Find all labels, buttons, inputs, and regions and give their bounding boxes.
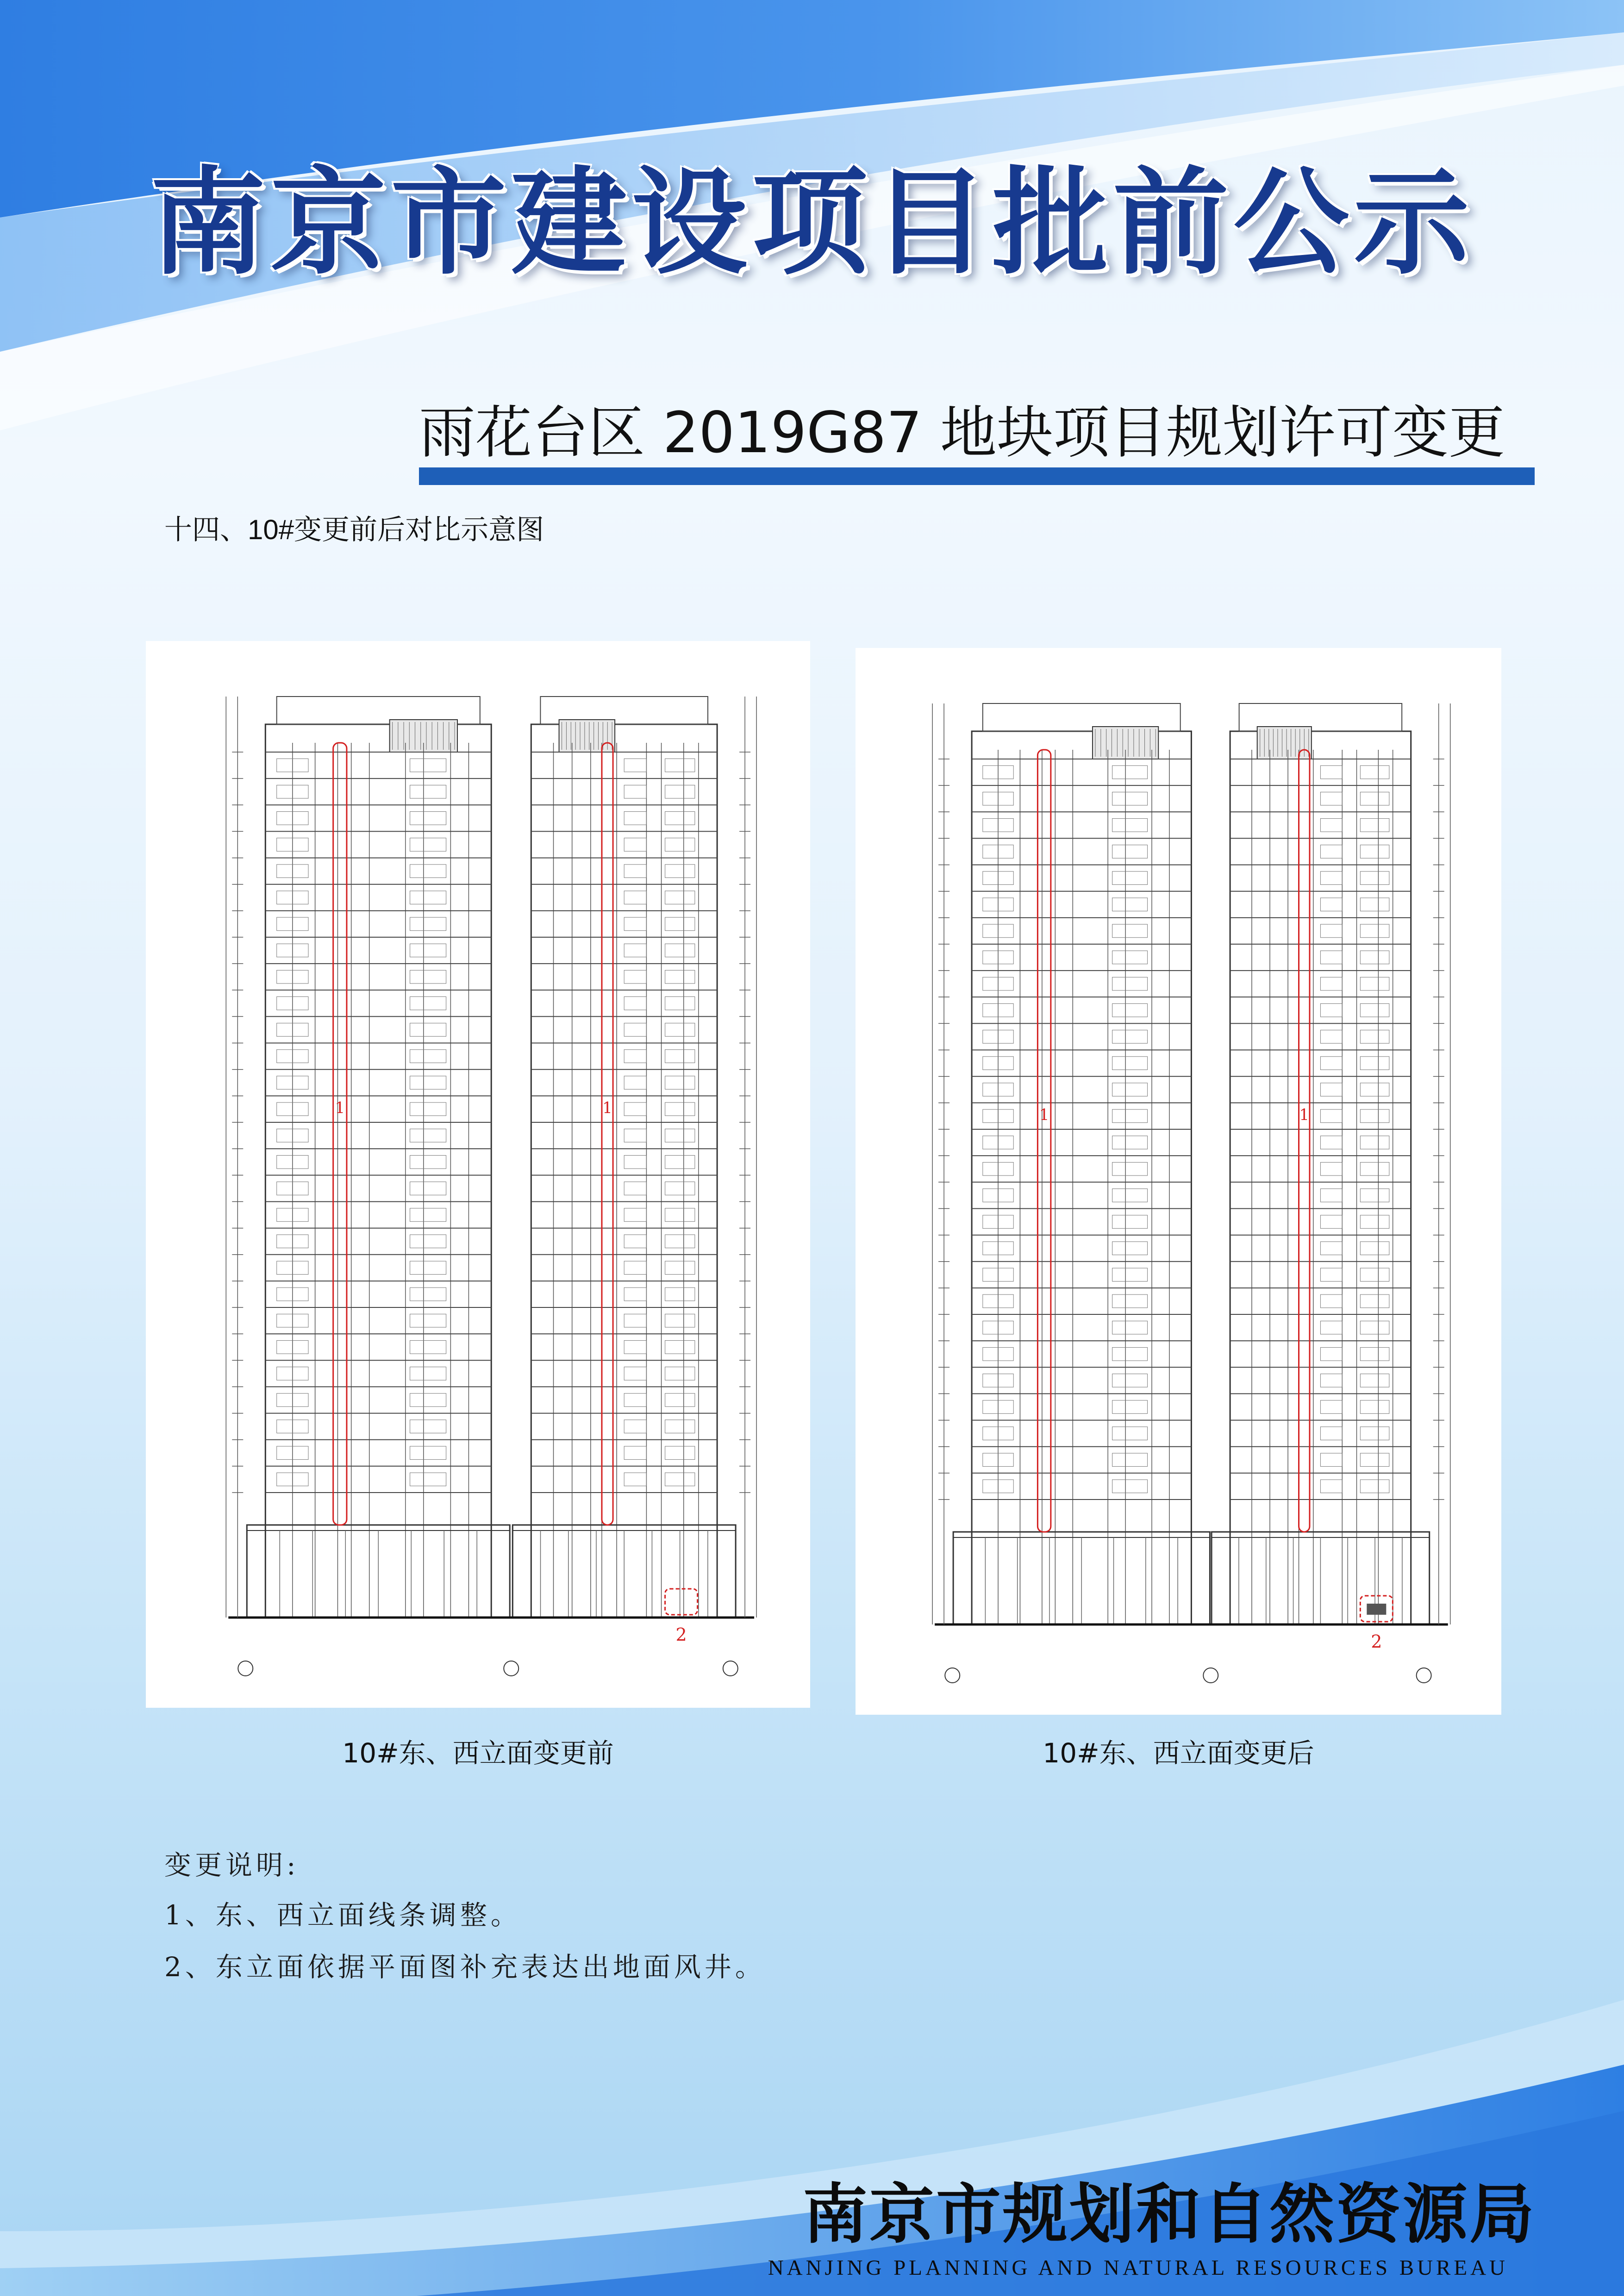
ground-vent-shaft bbox=[1367, 1604, 1386, 1615]
elevation-drawing-svg-after bbox=[856, 648, 1501, 1715]
vent-shaft-markup bbox=[665, 1589, 698, 1615]
change-marker-label: 1 bbox=[602, 1099, 612, 1117]
shaft-change-outline bbox=[333, 743, 347, 1525]
change-marker-label: 1 bbox=[335, 1099, 345, 1117]
axis-bubble bbox=[238, 1661, 253, 1676]
shaft-change-outline bbox=[1037, 750, 1050, 1532]
elevation-drawing-after bbox=[856, 648, 1501, 1715]
elevation-drawing-svg-before bbox=[146, 641, 810, 1708]
shaft-change-outline bbox=[1299, 750, 1310, 1532]
axis-bubble bbox=[723, 1661, 738, 1676]
change-marker-label: 2 bbox=[1371, 1631, 1382, 1652]
shaft-change-outline bbox=[602, 743, 613, 1525]
axis-bubble bbox=[1417, 1668, 1431, 1683]
change-note-item: 1、东、西立面线条调整。 bbox=[164, 1899, 521, 1931]
change-marker-label: 2 bbox=[675, 1624, 687, 1645]
bureau-name-chinese: 南京市规划和自然资源局 bbox=[802, 2177, 1536, 2252]
change-marker-label: 1 bbox=[1299, 1106, 1310, 1124]
caption-before: 10#东、西立面变更前 bbox=[342, 1737, 614, 1769]
change-note-item: 2、东立面依据平面图补充表达出地面风井。 bbox=[164, 1951, 766, 1983]
caption-after: 10#东、西立面变更后 bbox=[1043, 1737, 1314, 1769]
axis-bubble bbox=[504, 1661, 518, 1676]
change-notes-heading: 变更说明: bbox=[164, 1849, 300, 1881]
building-elevation bbox=[226, 697, 528, 1618]
axis-bubble bbox=[1203, 1668, 1218, 1683]
axis-bubble bbox=[945, 1668, 960, 1683]
change-marker-label: 1 bbox=[1039, 1106, 1049, 1124]
elevation-drawing-before bbox=[146, 641, 810, 1708]
section-heading: 十四、10#变更前后对比示意图 bbox=[164, 514, 544, 545]
building-elevation bbox=[1193, 703, 1450, 1624]
project-subtitle: 雨花台区 2019G87 地块项目规划许可变更 bbox=[419, 400, 1505, 466]
building-elevation bbox=[494, 697, 756, 1618]
bureau-name-english: NANJING PLANNING AND NATURAL RESOURCES BUREAU bbox=[768, 2256, 1508, 2280]
building-elevation bbox=[932, 703, 1228, 1624]
subtitle-underline bbox=[419, 467, 1535, 485]
page-title: 南京市建设项目批前公示 bbox=[150, 154, 1474, 290]
